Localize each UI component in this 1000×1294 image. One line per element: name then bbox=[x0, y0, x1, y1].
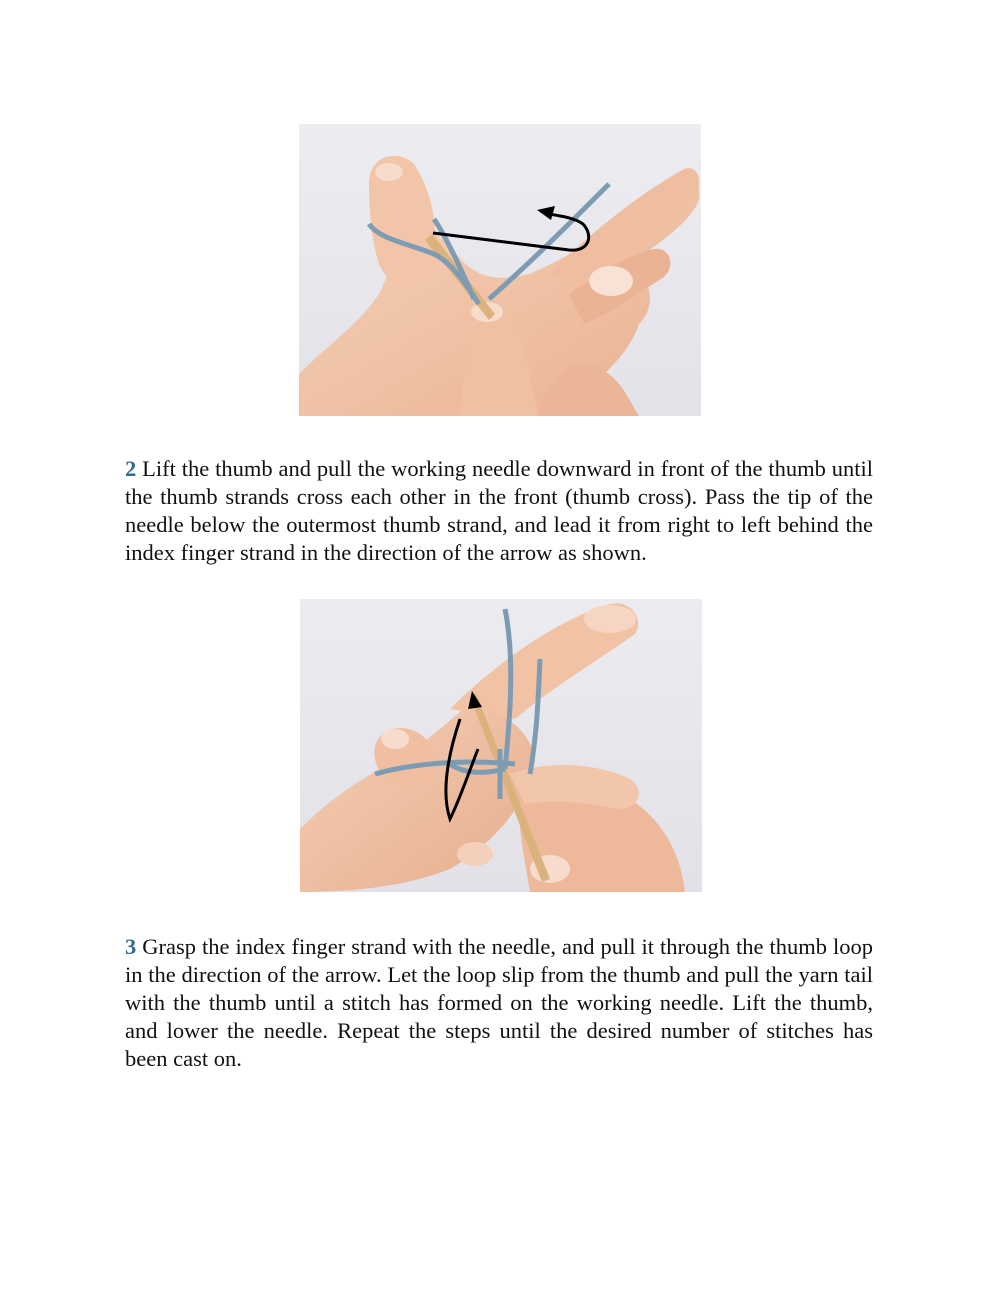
step-2-photo bbox=[300, 599, 702, 892]
step-1-photo bbox=[299, 124, 701, 416]
step-3-number: 3 bbox=[125, 934, 137, 959]
step-3-paragraph bbox=[125, 933, 873, 1073]
step-2-number: 2 bbox=[125, 456, 137, 481]
step-2-paragraph bbox=[125, 455, 873, 567]
hand-needle-illustration bbox=[300, 599, 702, 892]
step-2-text: Lift the thumb and pull the working needle downward in front of the thumb until the thumb strands cross each other in the front (thumb cross). Pass the tip of the needle below the outermost thumb strand, and lead it from right to left behind the index finger strand in the direction of the arrow as shown. bbox=[125, 456, 873, 565]
step-3-text: Grasp the index finger strand with the needle, and pull it through the thumb loop in the direction of the arrow. Let the loop slip from the thumb and pull the yarn tail with the thumb until a stitch has formed on the working needle. Lift the thumb, and lower the needle. Repeat the steps until the desired number of stitches has been cast on. bbox=[125, 934, 874, 1071]
hand-yarn-illustration bbox=[299, 124, 701, 416]
